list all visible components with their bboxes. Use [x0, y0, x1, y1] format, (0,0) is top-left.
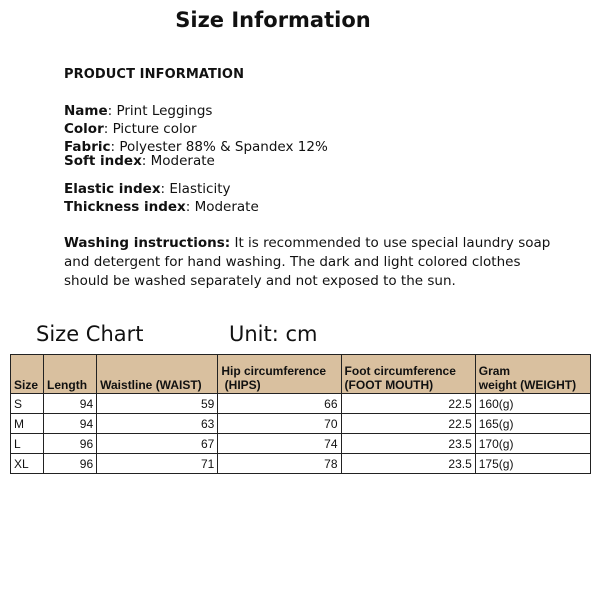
table-header-row: [11, 355, 591, 394]
cell-waist: 59: [97, 394, 218, 414]
cell-hips: 78: [218, 454, 341, 474]
cell-length: 96: [44, 454, 97, 474]
info-elastic-value: : Elasticity: [160, 181, 231, 197]
cell-length: 94: [44, 394, 97, 414]
cell-hips: 70: [218, 414, 341, 434]
header-foot-line2: (FOOT MOUTH): [344, 378, 434, 392]
info-thickness-index: [64, 199, 259, 215]
washing-text: It is recommended to use special laundry soap and detergent for hand washing. The dark and light colored clothes should be washed separately and not exposed to the sun.: [64, 235, 551, 289]
header-foot-circumference: [341, 355, 475, 394]
cell-waist: 71: [97, 454, 218, 474]
header-hip-line2: (HIPS): [221, 378, 261, 392]
washing-label: Washing instructions:: [64, 235, 231, 251]
header-hip-circumference: [218, 355, 341, 394]
header-waistline: [97, 355, 218, 394]
cell-foot: 23.5: [341, 434, 475, 454]
size-chart-table: [10, 354, 591, 474]
info-elastic-index: [64, 181, 230, 197]
cell-foot: 23.5: [341, 454, 475, 474]
info-color-label: Color: [64, 121, 104, 137]
info-soft-label: Soft index: [64, 153, 142, 169]
info-color: [64, 121, 197, 137]
cell-waist: 63: [97, 414, 218, 434]
cell-foot: 22.5: [341, 394, 475, 414]
info-color-value: : Picture color: [103, 121, 197, 137]
header-foot-line1: Foot circumference: [344, 364, 456, 378]
unit-label: Unit: cm: [229, 322, 318, 346]
info-elastic-label: Elastic index: [64, 181, 161, 197]
cell-weight: 175(g): [475, 454, 590, 474]
info-name-value: : Print Leggings: [107, 103, 213, 119]
cell-length: 96: [44, 434, 97, 454]
info-soft-index: [64, 153, 215, 169]
info-thickness-label: Thickness index: [64, 199, 186, 215]
table-row: [11, 454, 591, 474]
cell-size: M: [11, 414, 44, 434]
cell-length: 94: [44, 414, 97, 434]
info-name: [64, 103, 212, 119]
header-weight-line1: Gram: [478, 364, 511, 378]
info-name-label: Name: [64, 103, 108, 119]
washing-instructions: [64, 234, 564, 291]
header-size-line1: Size: [14, 378, 39, 392]
cell-weight: 170(g): [475, 434, 590, 454]
cell-hips: 74: [218, 434, 341, 454]
page-title: Size Information: [175, 8, 371, 32]
header-hip-line1: Hip circumference: [221, 364, 327, 378]
cell-hips: 66: [218, 394, 341, 414]
table-row: [11, 394, 591, 414]
cell-size: L: [11, 434, 44, 454]
info-thickness-value: : Moderate: [185, 199, 259, 215]
header-length-line1: Length: [47, 378, 88, 392]
header-gram-weight: [475, 355, 590, 394]
cell-size: S: [11, 394, 44, 414]
header-length: [44, 355, 97, 394]
cell-weight: 165(g): [475, 414, 590, 434]
cell-foot: 22.5: [341, 414, 475, 434]
info-fabric-value: : Polyester 88% & Spandex 12%: [110, 139, 328, 155]
table-row: [11, 414, 591, 434]
header-waistline-line1: Waistline (WAIST): [100, 378, 202, 392]
info-fabric-label: Fabric: [64, 139, 111, 155]
product-information-heading: PRODUCT INFORMATION: [64, 67, 245, 82]
size-chart-label: Size Chart: [36, 322, 144, 346]
cell-weight: 160(g): [475, 394, 590, 414]
cell-waist: 67: [97, 434, 218, 454]
table-row: [11, 434, 591, 454]
info-soft-value: : Moderate: [141, 153, 215, 169]
header-size: [11, 355, 44, 394]
header-weight-line2: weight (WEIGHT): [478, 378, 577, 392]
cell-size: XL: [11, 454, 44, 474]
